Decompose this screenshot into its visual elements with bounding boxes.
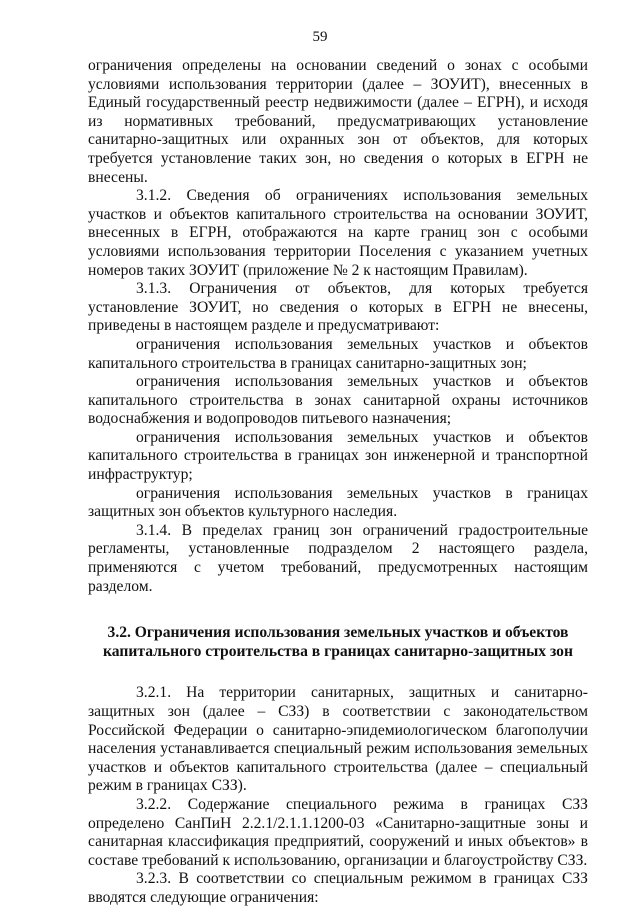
- restriction-item-infrastructure: ограничения использования земельных участков и объектов капитального строительства в границах зон инженерной и транспортной инфраструктур;: [88, 428, 588, 484]
- paragraph-3-1-4: 3.1.4. В пределах границ зон ограничений градостроительные регламенты, установленные подразделом 2 настоящего раздела, применяются с учетом требований, предусмотренных настоящим разделом.: [88, 521, 588, 595]
- paragraph-3-2-2: 3.2.2. Содержание специального режима в границах СЗЗ определено СанПиН 2.2.1/2.1.1.1200-03 «Санитарно-защитные зоны и санитарная классификация предприятий, сооружений и иных объектов» в составе требований к использованию, организации и благоустройству СЗЗ.: [88, 795, 588, 869]
- paragraph-3-2-3: 3.2.3. В соответствии со специальным режимом в границах СЗЗ вводятся следующие ограничения:: [88, 870, 588, 906]
- restriction-item-sanitary-zones: ограничения использования земельных участков и объектов капитального строительства в границах санитарно-защитных зон;: [88, 335, 588, 372]
- paragraph-continuation: ограничения определены на основании сведений о зонах с особыми условиями использования территории (далее – ЗОУИТ), внесенных в Единый государственный реестр недвижимости (далее – ЕГРН), и исходя из нормативных требований, предусматривающих установление санитарно-защитных или охранных зон от объектов, для которых требуется установление таких зон, но сведения о которых в ЕГРН не внесены.: [88, 57, 588, 186]
- paragraph-3-1-3: 3.1.3. Ограничения от объектов, для которых требуется установление ЗОУИТ, но сведения о которых в ЕГРН не внесены, приведены в настоящем разделе и предусматривают:: [88, 280, 588, 335]
- section-heading-3-2: 3.2. Ограничения использования земельных участков и объектов капитального строительства в границах санитарно-защитных зон: [103, 624, 573, 660]
- restriction-item-cultural-heritage: ограничения использования земельных участков в границах защитных зон объектов культурного наследия.: [88, 484, 588, 521]
- paragraph-3-2-1: 3.2.1. На территории санитарных, защитных и санитарно-защитных зон (далее – СЗЗ) в соответствии с законодательством Российской Федерации о санитарно-эпидемиологическом благополучии населения устанавливается специальный режим использования земельных участков и объектов капитального строительства (далее – специальный режим в границах СЗЗ).: [88, 684, 588, 795]
- page-number: 59: [312, 29, 328, 45]
- document-body: [88, 57, 588, 908]
- paragraph-3-1-2: 3.1.2. Сведения об ограничениях использования земельных участков и объектов капитального строительства на основании ЗОУИТ, внесенных в ЕГРН, отображаются на карте границ зон с особыми условиями использования территории Поселения с указанием учетных номеров таких ЗОУИТ (приложение № 2 к настоящим Правилам).: [88, 187, 588, 279]
- restriction-item-water-protection: ограничения использования земельных участков и объектов капитального строительства в зонах санитарной охраны источников водоснабжения и водопроводов питьевого назначения;: [88, 373, 588, 428]
